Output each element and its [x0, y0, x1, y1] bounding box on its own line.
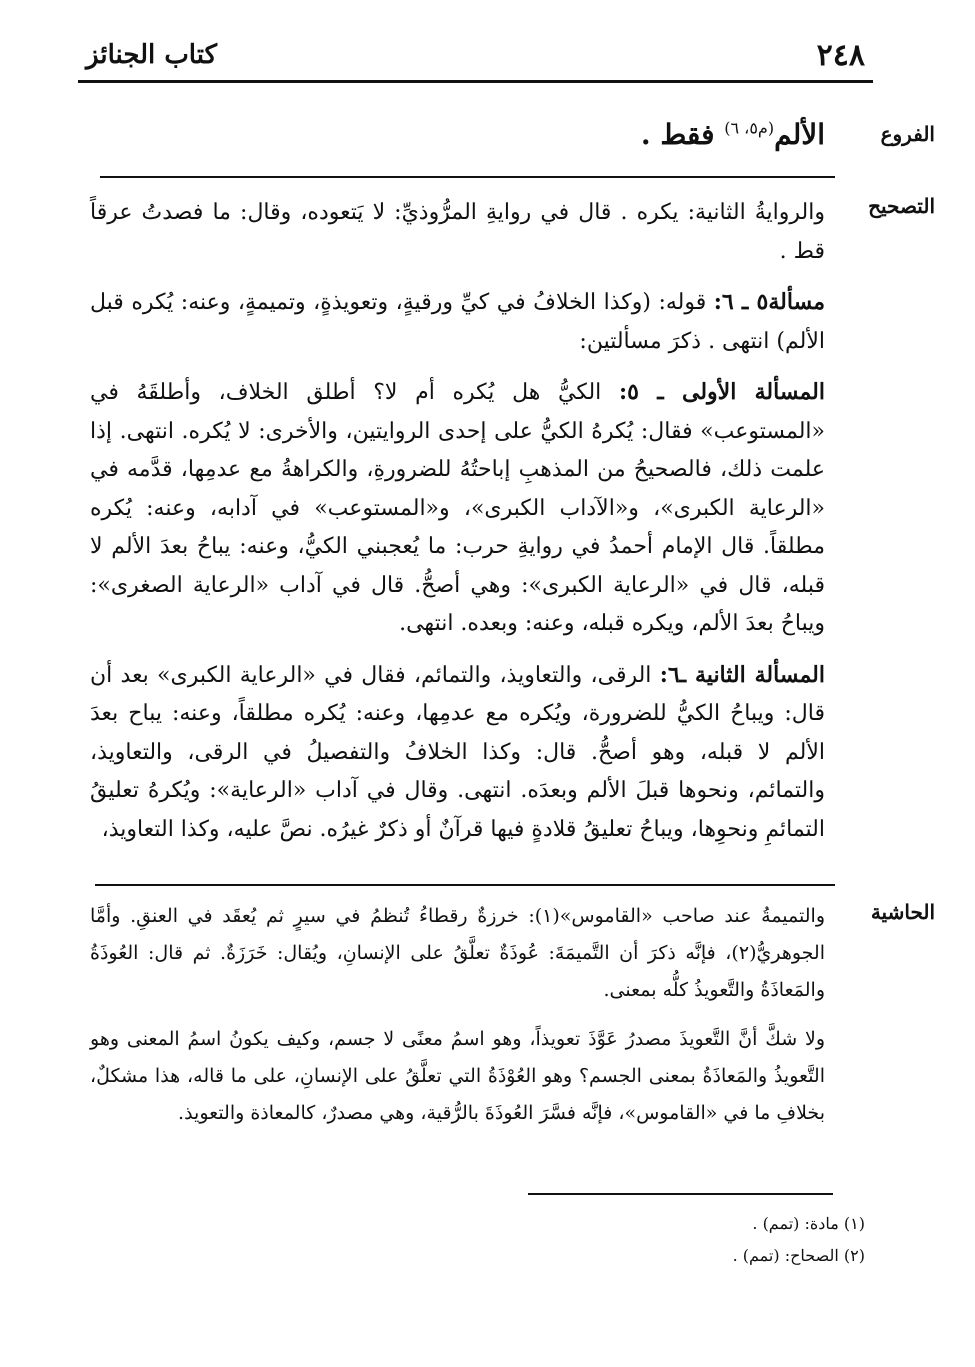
section-divider [95, 884, 835, 886]
hashiya-paragraph: ولا شكَّ أنَّ التَّعويذَ مصدرُ عَوَّذَ تعويذاً، وهو اسمُ معنًى لا جسم، وكيف يكونُ اسمُ المعنى وهو التَّعويذُ والمَعاذَةُ بمعنى الجسم؟ وهو العُوْذَةُ التي تعلَّقُ على الإنسانِ، على ما قاله، هذا مشكلٌ، بخلافِ ما في «القاموس»، فإنَّه فسَّرَ العُوذَةَ بالرُّقية، وهي مصدرٌ، كالمعاذة والتعويذ. [90, 1028, 825, 1124]
furu-text-end: فقط . [640, 118, 715, 151]
issue-heading: المسألة الأولى ـ ٥: [618, 379, 825, 405]
furu-text [135, 118, 825, 151]
issue-body: الرقى، والتعاويذ، والتمائم، فقال في «الرعاية الكبرى» بعد أن قال: ويباحُ الكيُّ للضرورة، ويُكره مع عدمِها، وعنه: يُكره مطلقاً، وعنه: يباح بعدَ الألم لا قبله، وهو أصحُّ. قال: وكذا الخلافُ والتفصيلُ في الرقى، والتعاويذ، والتمائم، ونحوها قبلَ الألم وبعدَه. انتهى. وقال في آداب «الرعاية»: ويُكرهُ تعليقُ التمائمِ ونحوِها، ويباحُ تعليقُ قلادةٍ فيها قرآنٌ أو ذكرٌ غيرُه. نصَّ عليه، وكذا التعاويذ، [90, 662, 825, 842]
footnote: (٢) الصحاح: (تمم) . [732, 1246, 865, 1265]
page-header [78, 38, 873, 78]
hashiya-paragraph: والتميمةُ عند صاحب «القاموس»(١): خرزةٌ رقطاءُ تُنظمُ في سيرٍ ثم يُعقَد في العنقِ. وأمَّا الجوهريُّ(٢)، فإنَّه ذكرَ أن التَّميمَةَ: عُوذَةٌ تعلَّقُ على الإنسانِ، ويُقال: خَرَزَةٌ. ثم قال: العُوذَةُ والمَعاذَةُ والتَّعويذُ كلُّه بمعنى. [90, 905, 826, 1001]
section-divider [100, 176, 835, 178]
furu-text-main: الألم [774, 118, 825, 151]
issue-heading: المسألة الثانية ـ٦: [659, 661, 825, 688]
tashih-text [90, 194, 825, 861]
issue-body: الكيُّ هل يُكره أم لا؟ أطلق الخلاف، وأطلقَهُ في «المستوعب» فقال: يُكرهُ الكيُّ على إحدى الروايتين، والأخرى: لا يُكره. انتهى. إذا علمت ذلك، فالصحيحُ من المذهبِ إباحتُهُ للضرورةِ، والكراهةُ مع عدمِها، قدَّمه في «الرعاية الكبرى»، و«الآداب الكبرى»، و«المستوعب» في آدابه، وعنه: يُكره مطلقاً. قال الإمام أحمدُ في روايةِ حرب: ما يُعجبني الكيُّ، وعنه: يباحُ بعدَ الألم لا قبله، قال في «الرعاية الكبرى»: وهي أصحُّ. قال في آداب «الرعاية الصغرى»: ويباحُ بعدَ الألم، ويكره قبله، وعنه: وبعده. انتهى. [90, 380, 825, 636]
page-number: ٢٤٨ [816, 38, 865, 73]
hashiya-text [90, 898, 825, 1144]
furu-label: الفروع [880, 122, 935, 146]
footnote: (١) مادة: (تمم) . [752, 1214, 865, 1233]
tashih-paragraph [90, 656, 825, 850]
furu-reference: (م٥، ٦) [724, 118, 775, 138]
issue-heading: مسألة٥ ـ ٦: [713, 289, 825, 315]
footnotes [733, 1208, 865, 1272]
footnote-divider [528, 1193, 833, 1195]
tashih-paragraph [90, 283, 825, 361]
issue-body: قوله: (وكذا الخلافُ في كيِّ ورقيةٍ، وتعويذةٍ، وتميمةٍ، وعنه: يُكره قبل الألم) انتهى . ذكرَ مسألتين: [90, 290, 825, 354]
header-rule [78, 80, 873, 83]
tashih-paragraph: والروايةُ الثانية: يكره . قال في روايةِ المرُّوذيِّ: لا يَتعوده، وقال: ما فصدتُ عرقاً قط . [90, 200, 825, 264]
tashih-paragraph [90, 373, 825, 644]
hashiya-label: الحاشية [870, 900, 935, 924]
tashih-label: التصحيح [868, 194, 935, 218]
book-title: كتاب الجنائز [86, 40, 217, 70]
